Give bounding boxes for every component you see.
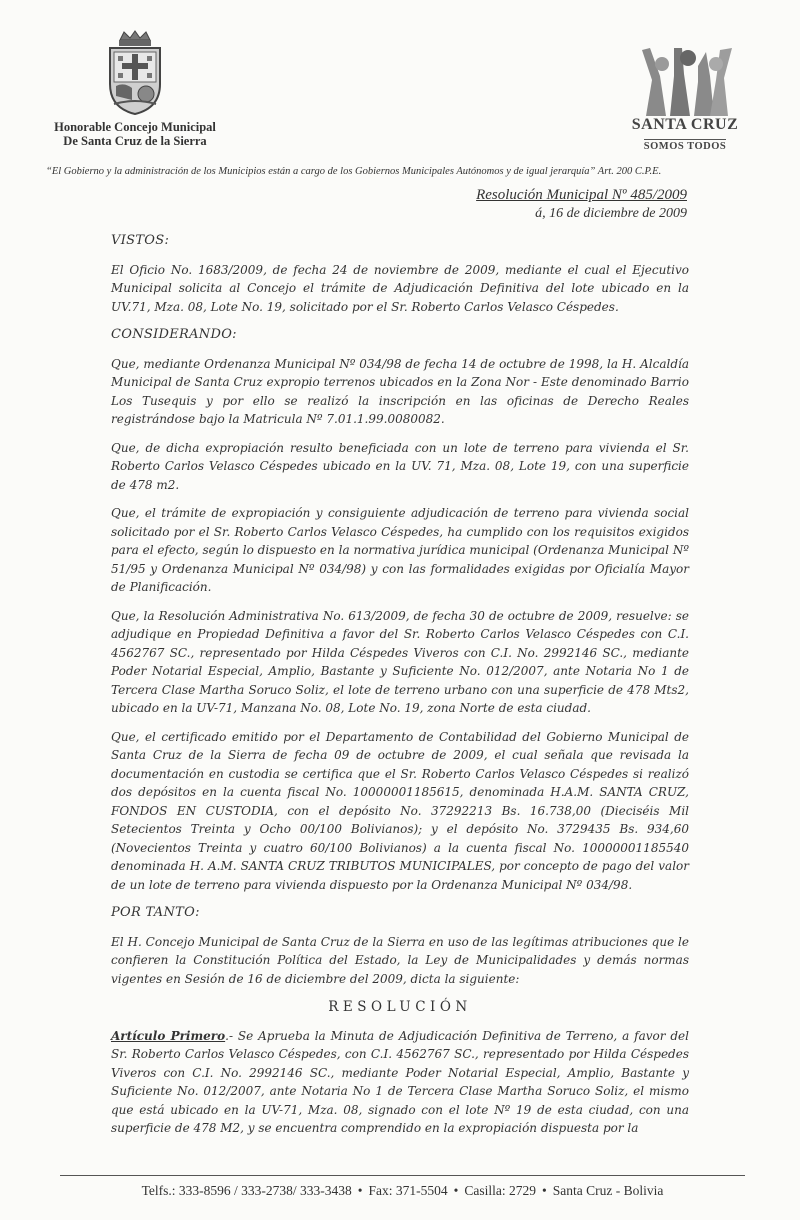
footer-casilla: Casilla: 2729 bbox=[464, 1183, 537, 1198]
council-name bbox=[30, 120, 240, 148]
considerando-paragraph: Que, el certificado emitido por el Departamento de Contabilidad del Gobierno Municipal de Santa Cruz de la Sierra de fecha 09 de octubre de 2009, el cual señala que revisada la documentación en custodia se certifica que el Sr. Roberto Carlos Velasco Céspedes si realizó dos depósitos en la cuenta fiscal No. 10000001185615, denominada H.A.M. SANTA CRUZ, FONDOS EN CUSTODIA, con el depósito No. 37292213 Bs. 16.738,00 (Dieciséis Mil Setecientos Treinta y Ocho 00/100 Bolivianos); y el depósito No. 3729435 Bs. 934,60 (Novecientos Treinta y cuatro 60/100 Bolivianos) a la cuenta fiscal No. 10000001185540 denominada H. A.M. SANTA CRUZ TRIBUTOS MUNICIPALES, por concepto de pago del valor de un lote de terreno para vivienda dispuesto por la Ordenanza Municipal Nº 034/98. bbox=[111, 729, 689, 892]
considerando-paragraph: Que, la Resolución Administrativa No. 613/2009, de fecha 30 de octubre de 2009, resuelve: se adjudique en Propiedad Definitiva a favor del Sr. Roberto Carlos Velasco Céspedes con C.I. 4562767 SC., representado por Hilda Céspedes Viveros con C.I. No. 2992146 SC., mediante Poder Notarial Especial, Amplio, Bastante y Suficiente No. 012/2007, ante Notaria No 1 de Tercera Clase Martha Soruco Soliz, el lote de terreno urbano con una superficie de 478 Mts2, ubicado en la UV-71, Manzana No. 08, Lote No. 19, zona Norte de esta ciudad. bbox=[111, 608, 689, 715]
vistos-paragraph: El Oficio No. 1683/2009, de fecha 24 de noviembre de 2009, mediante el cual el Ejecutivo Municipal solicita al Concejo el trámite de Adjudicación Definitiva del lote ubicado en la UV.71, Mza. 08, Lote No. 19, solicitado por el Sr. Roberto Carlos Velasco Céspedes. bbox=[111, 262, 689, 314]
footer-phones: Telfs.: 333-8596 / 333-2738/ 333-3438 bbox=[141, 1183, 352, 1198]
brand-wordmark bbox=[610, 116, 760, 153]
resolution-date: á, 16 de diciembre de 2009 bbox=[535, 206, 687, 221]
resolution-number: Resolución Municipal Nº 485/2009 bbox=[476, 187, 687, 203]
brand-title: SANTA CRUZ bbox=[631, 116, 739, 133]
footer-bullet: • bbox=[453, 1183, 459, 1198]
municipal-coat-of-arms-icon bbox=[104, 30, 166, 116]
footer-bullet: • bbox=[542, 1183, 547, 1198]
resolucion-heading: RESOLUCIÓN bbox=[328, 999, 472, 1015]
footer-bullet: • bbox=[357, 1183, 363, 1198]
council-name-line1: Honorable Concejo Municipal bbox=[54, 120, 216, 134]
footer-location: Santa Cruz - Bolivia bbox=[552, 1183, 664, 1198]
brand-subtitle: SOMOS TODOS bbox=[643, 141, 727, 152]
articulo-primero-label: Artículo Primero bbox=[111, 1028, 226, 1043]
considerando-paragraph: Que, el trámite de expropiación y consiguiente adjudicación de terreno para vivienda social solicitado por el Sr. Roberto Carlos Velasco Céspedes, ha cumplido con los requisitos exigidos para el efecto, según lo dispuesto en la normativa jurídica municipal (Ordenanza Municipal Nº 51/95 y Ordenanza Municipal Nº 034/98) y con las formalidades exigidas por Oficialía Mayor de Planificación. bbox=[111, 506, 689, 594]
constitutional-epigraph: “El Gobierno y la administración de los Municipios están a cargo de los Gobiernos Municipales Autónomos y de igual jerarquía” Art. 200 C.P.E. bbox=[46, 166, 662, 177]
footer-fax: Fax: 371-5504 bbox=[368, 1183, 448, 1198]
considerando-paragraph: Que, de dicha expropiación resulto beneficiada con un lote de terreno para vivienda el Sr. Roberto Carlos Velasco Céspedes ubicado en la UV. 71, Mza. 08, Lote 19, con una superficie de 478 m2. bbox=[111, 440, 689, 492]
articulo-primero-paragraph bbox=[111, 1027, 689, 1138]
document-body bbox=[111, 232, 689, 1148]
portanto-paragraph: El H. Concejo Municipal de Santa Cruz de la Sierra en uso de las legítimas atribuciones que le confieren la Constitución Política del Estado, la Ley de Municipalidades y demás normas vigentes en Sesión de 16 de diciembre del 2009, dicta la siguiente: bbox=[111, 934, 689, 986]
considerando-paragraph: Que, mediante Ordenanza Municipal Nº 034/98 de fecha 14 de octubre de 1998, la H. Alcaldía Municipal de Santa Cruz expropio terrenos ubicados en la Zona Nor - Este denominado Barrio Los Tusequis y por ello se realizó la inscripción en las oficinas de Derecho Reales registrándose bajo la Matricula Nº 7.01.1.99.0080082. bbox=[111, 356, 689, 426]
footer-divider bbox=[60, 1175, 745, 1176]
council-name-line2: De Santa Cruz de la Sierra bbox=[63, 134, 207, 148]
santa-cruz-logo-figures-icon bbox=[636, 46, 740, 118]
articulo-primero-text: .- Se Aprueba la Minuta de Adjudicación Definitiva de Terreno, a favor del Sr. Roberto Carlos Velasco Céspedes, con C.I. 4562767 SC., representado por Hilda Céspedes Viveros con C.I. No. 2992146 SC., mediante Poder Notarial Especial, Amplio, Bastante y Suficiente No. 012/2007, ante Notaria No 1 de Tercera Clase Martha Soruco Soliz, el mismo que está ubicado en la UV-71, Mza. 08, signado con el lote Nº 19 de esta ciudad, con una superficie de 478 M2, y se encuentra comprendido en la expropiación dispuesta por la bbox=[111, 1028, 689, 1135]
vistos-heading: VISTOS: bbox=[111, 233, 170, 248]
considerando-heading: CONSIDERANDO: bbox=[111, 327, 237, 342]
portanto-heading: POR TANTO: bbox=[111, 905, 200, 920]
footer-contact bbox=[60, 1183, 745, 1199]
